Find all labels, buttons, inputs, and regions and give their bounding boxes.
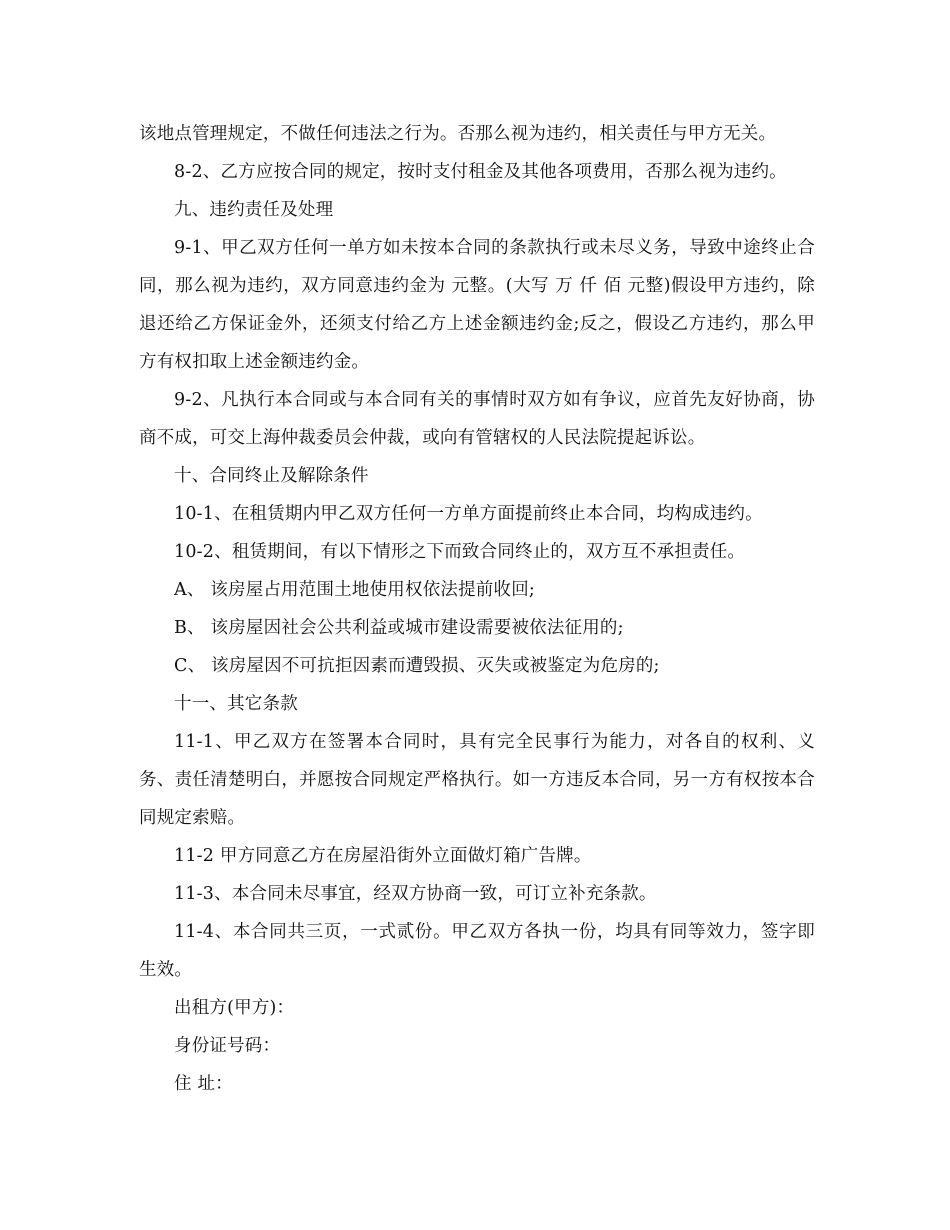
- list-item-b: B、 该房屋因社会公共利益或城市建设需要被依法征用的;: [174, 618, 624, 638]
- paragraph-9: 11-3、本合同未尽事宜，经双方协商一致，可订立补充条款。: [174, 884, 657, 904]
- list-item-c: C、 该房屋因不可抗拒因素而遭毁损、灭失或被鉴定为危房的;: [174, 656, 660, 676]
- paragraph-6: 10-2、租赁期间，有以下情形之下而致合同终止的，双方互不承担责任。: [174, 542, 746, 562]
- paragraph-8: 11-2 甲方同意乙方在房屋沿街外立面做灯箱广告牌。: [174, 846, 592, 866]
- paragraph-10: 11-4、本合同共三页，一式贰份。甲乙双方各执一份，均具有同等效力，签字即生效。: [139, 922, 815, 980]
- list-item-a: A、 该房屋占用范围土地使用权依法提前收回;: [174, 580, 535, 600]
- paragraph-1: 该地点管理规定，不做任何违法之行为。否那么视为违约，相关责任与甲方无关。: [139, 124, 777, 144]
- section-heading-9: 九、违约责任及处理: [174, 200, 334, 220]
- signature-id-number-label: 身份证号码：: [174, 1036, 281, 1056]
- paragraph-7: 11-1、甲乙双方在签署本合同时，具有完全民事行为能力，对各自的权利、义务、责任清楚明白，并愿按合同规定严格执行。如一方违反本合同，另一方有权按本合同规定索赔。: [139, 732, 815, 828]
- paragraph-5: 10-1、在租赁期内甲乙双方任何一方单方面提前终止本合同，均构成违约。: [174, 504, 763, 524]
- paragraph-2: 8-2、乙方应按合同的规定，按时支付租金及其他各项费用，否那么视为违约。: [174, 162, 787, 182]
- signature-address-label: 住 址：: [174, 1074, 233, 1094]
- document-body: [139, 115, 815, 1103]
- section-heading-10: 十、合同终止及解除条件: [174, 466, 369, 486]
- paragraph-3: 9-1、甲乙双方任何一单方如未按本合同的条款执行或未尽义务，导致中途终止合同，那么视为违约，双方同意违约金为 元整。(大写 万 仟 佰 元整)假设甲方违约，除退还给乙方保证金外，还须支付给乙方上述金额违约金;反之，假设乙方违约，那么甲方有权扣取上述金额违约金。: [139, 238, 815, 372]
- paragraph-4: 9-2、凡执行本合同或与本合同有关的事情时双方如有争议，应首先友好协商，协商不成，可交上海仲裁委员会仲裁，或向有管辖权的人民法院提起诉讼。: [139, 390, 815, 448]
- signature-lessor-label: 出租方(甲方)：: [174, 998, 295, 1018]
- section-heading-11: 十一、其它条款: [174, 694, 298, 714]
